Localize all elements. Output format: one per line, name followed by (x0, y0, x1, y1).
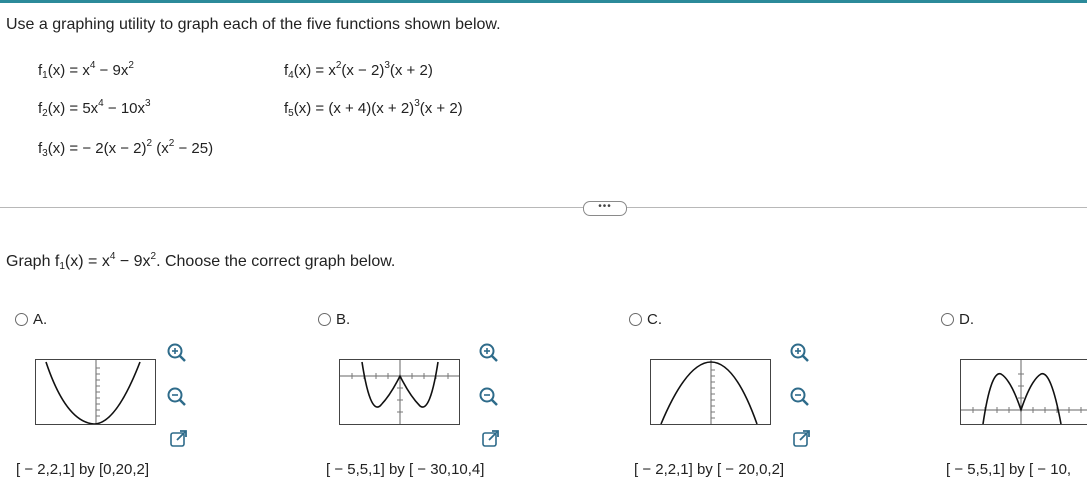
option-c-graph-plot (651, 360, 771, 425)
option-a-radio[interactable] (15, 313, 28, 326)
option-b-graph (339, 359, 460, 425)
option-b-label: B. (336, 311, 351, 328)
function-f4: $f_4(x) = x^2(x - 2)^3(x + 2)$ (284, 60, 433, 81)
option-c-label: C. (647, 311, 662, 328)
section-divider (0, 207, 1087, 208)
option-c-window: [ − 2,2,1] by [ − 20,0,2] (634, 461, 785, 478)
zoom-in-icon[interactable] (789, 342, 811, 364)
zoom-in-icon[interactable] (478, 342, 500, 364)
option-b-window: [ − 5,5,1] by [ − 30,10,4] (326, 461, 485, 478)
open-new-window-icon[interactable] (480, 428, 502, 450)
option-b-graph-plot (340, 360, 460, 425)
option-d-radio[interactable] (941, 313, 954, 326)
function-f3: $f_3(x)$ = − $2(x - 2)^2$ $(x^2 - 25)$ (38, 138, 214, 159)
expand-more-button[interactable]: ••• (583, 201, 627, 216)
option-a-graph (35, 359, 156, 425)
option-d-graph (960, 359, 1087, 425)
option-c-radio[interactable] (629, 313, 642, 326)
open-new-window-icon[interactable] (168, 428, 190, 450)
function-f2: $f_2(x) = 5x^4 - 10x^3$ (38, 98, 151, 119)
function-f1: $f_1(x) = x^4 - 9x^2$ (38, 60, 134, 81)
option-a-graph-plot (36, 360, 156, 425)
option-d-graph-plot (961, 360, 1087, 425)
zoom-out-icon[interactable] (166, 386, 188, 408)
zoom-out-icon[interactable] (789, 386, 811, 408)
zoom-in-icon[interactable] (166, 342, 188, 364)
zoom-out-icon[interactable] (478, 386, 500, 408)
instructions-text: Use a graphing utility to graph each of the five functions shown below. (6, 16, 501, 33)
option-b-radio[interactable] (318, 313, 331, 326)
option-a-label: A. (33, 311, 48, 328)
top-accent-bar (0, 0, 1087, 3)
question-text: Graph $f_1(x) = x^4 - 9x^2$. Choose the correct graph below. (6, 251, 396, 272)
option-c-graph (650, 359, 771, 425)
open-new-window-icon[interactable] (791, 428, 813, 450)
option-a-window: [ − 2,2,1] by [0,20,2] (16, 461, 150, 478)
option-d-window: [ − 5,5,1] by [ − 10, (946, 461, 1072, 478)
function-f5: $f_5(x) = (x + 4)(x + 2)^3(x + 2)$ (284, 98, 463, 119)
option-d-label: D. (959, 311, 974, 328)
